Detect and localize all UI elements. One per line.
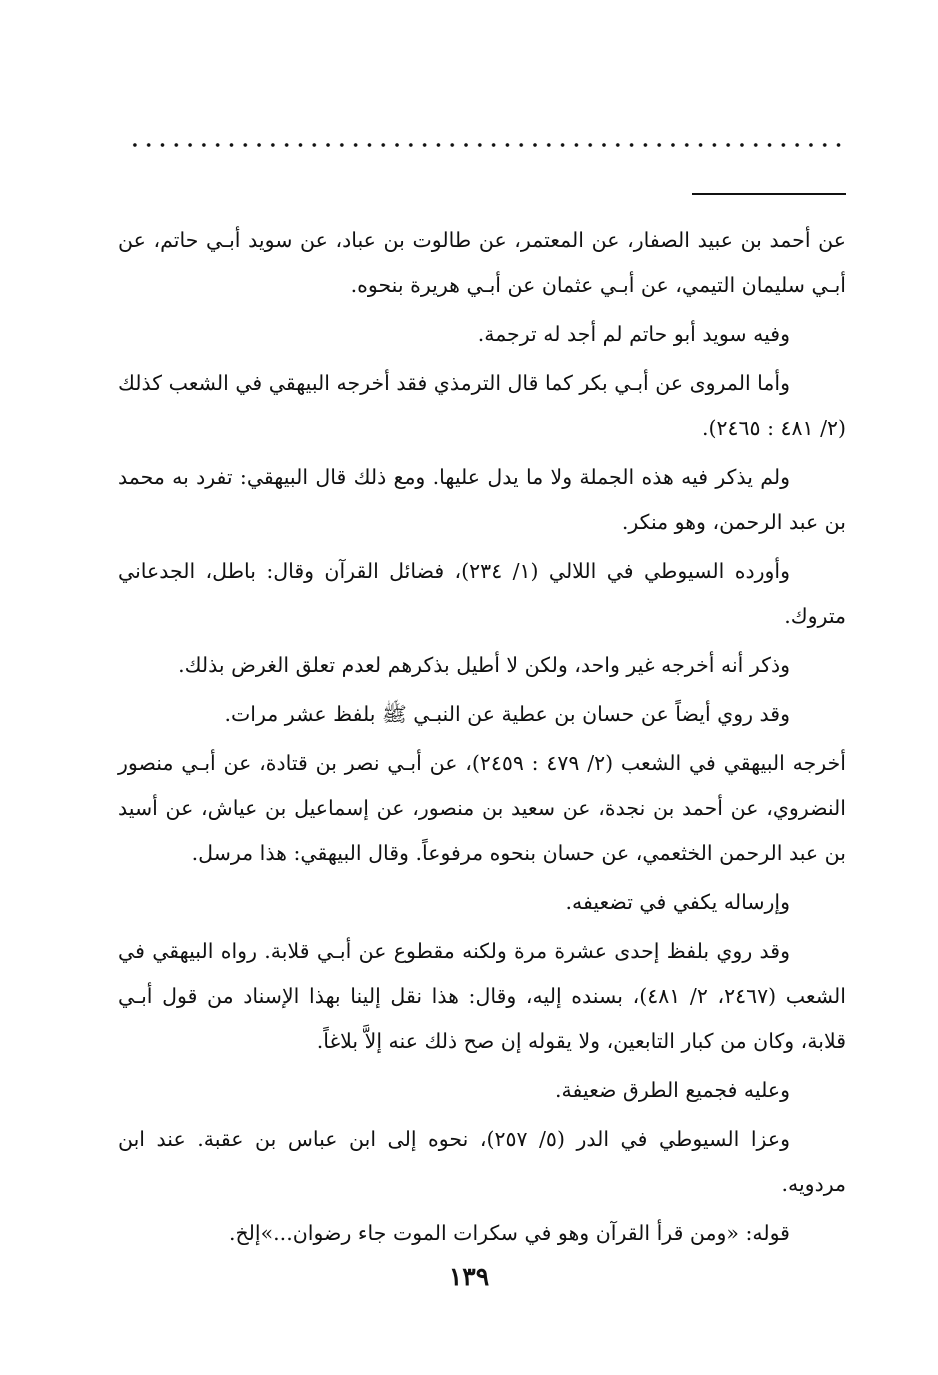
paragraph: وقد روي أيضاً عن حسان بن عطية عن النبـي ﷺ بلفظ عشر مرات. <box>224 702 790 726</box>
paragraph: قوله: «ومن قرأ القرآن وهو في سكرات الموت جاء رضوان...»إلخ. <box>228 1221 790 1245</box>
paragraph: عن أحمد بن عبيد الصفار، عن المعتمر، عن طالوت بن عباد، عن سويد أبـي حاتم، عن أبـي سليمان التيمي، عن أبـي عثمان عن أبـي هريرة بنحوه. <box>118 228 846 297</box>
paragraph: وأورده السيوطي في اللالي (١/ ٢٣٤)، فضائل القرآن وقال: باطل، الجدعاني متروك. <box>118 559 846 628</box>
paragraph: وعزا السيوطي في الدر (٥/ ٢٥٧)، نحوه إلى ابن عباس بن عقبة. عند ابن مردويه. <box>118 1127 846 1196</box>
paragraph: وذكر أنه أخرجه غير واحد، ولكن لا أطيل بذكرهم لعدم تعلق الغرض بذلك. <box>178 653 790 677</box>
paragraph: وإرساله يكفي في تضعيفه. <box>565 890 790 914</box>
body-text <box>118 218 846 1260</box>
paragraph: وأما المروى عن أبـي بكر كما قال الترمذي فقد أخرجه البيهقي في الشعب كذلك (٢/ ٤٨١ : ٢٤٦٥). <box>118 371 846 440</box>
paragraph: وعليه فجميع الطرق ضعيفة. <box>555 1078 790 1102</box>
dotted-separator <box>128 140 846 150</box>
paragraph: ولم يذكر فيه هذه الجملة ولا ما يدل عليها. ومع ذلك قال البيهقي: تفرد به محمد بن عبد الرحمن، وهو منكر. <box>118 465 846 534</box>
footnote-rule <box>692 193 846 195</box>
page-number: ١٣٩ <box>448 1262 490 1291</box>
paragraph: وفيه سويد أبو حاتم لم أجد له ترجمة. <box>477 322 790 346</box>
paragraph: أخرجه البيهقي في الشعب (٢/ ٤٧٩ : ٢٤٥٩)، عن أبـي نصر بن قتادة، عن أبـي منصور النضروي، عن أحمد بن نجدة، عن سعيد بن منصور، عن إسماعيل بن عياش، عن أسيد بن عبد الرحمن الخثعمي، عن حسان بنحوه مرفوعاً. وقال البيهقي: هذا مرسل. <box>118 751 846 865</box>
paragraph: وقد روي بلفظ إحدى عشرة مرة ولكنه مقطوع عن أبـي قلابة. رواه البيهقي في الشعب (٢٤٦٧، ٢/ ٤٨١)، بسنده إليه، وقال: هذا نقل إلينا بهذا الإسناد من قول أبـي قلابة، وكان من كبار التابعين، ولا يقوله إن صح ذلك عنه إلاَّ بلاغاً. <box>118 939 846 1053</box>
